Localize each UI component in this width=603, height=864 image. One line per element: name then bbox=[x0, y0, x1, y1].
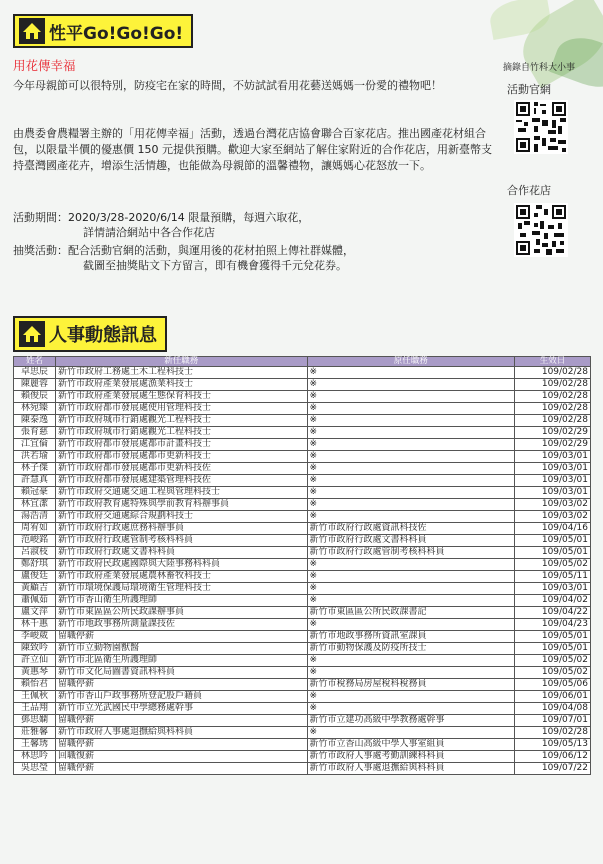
activity-period-detail: 詳情請洽網站中各合作花店 bbox=[83, 226, 215, 239]
cell-new-position: 新竹市政府工務處土木工程科技士 bbox=[55, 367, 307, 379]
cell-old-position: ※ bbox=[307, 415, 515, 427]
cell-old-position: 新竹市政府行政處文書科科員 bbox=[307, 535, 515, 547]
qr-label-official-site: 活動官網 bbox=[507, 83, 551, 96]
cell-effective-date: 109/05/06 bbox=[515, 679, 591, 691]
cell-new-position: 留職停薪 bbox=[55, 631, 307, 643]
cell-old-position: 新竹市立建功高級中學教務處幹事 bbox=[307, 715, 515, 727]
table-row bbox=[14, 367, 591, 379]
table-row bbox=[14, 535, 591, 547]
cell-old-position: ※ bbox=[307, 619, 515, 631]
table-row bbox=[14, 439, 591, 451]
cell-new-position: 新竹市北區衛生所護理師 bbox=[55, 655, 307, 667]
cell-new-position: 新竹市政府都市發展處都市更新科技士 bbox=[55, 451, 307, 463]
cell-old-position: 新竹市政府行政處資訊科技佐 bbox=[307, 523, 515, 535]
cell-name: 林子傑 bbox=[14, 463, 56, 475]
cell-old-position: ※ bbox=[307, 451, 515, 463]
table-row bbox=[14, 499, 591, 511]
cell-old-position: 新竹市稅務局房屋稅科稅務員 bbox=[307, 679, 515, 691]
cell-name: 王佩秋 bbox=[14, 691, 56, 703]
table-row bbox=[14, 751, 591, 763]
cell-new-position: 新竹市政府產業發展處農林畜牧科技士 bbox=[55, 571, 307, 583]
cell-new-position: 新竹市政府都市發展處都市更新科技佐 bbox=[55, 463, 307, 475]
header-effective-date: 生效日 bbox=[515, 357, 591, 367]
cell-effective-date: 109/05/02 bbox=[515, 655, 591, 667]
cell-old-position: ※ bbox=[307, 499, 515, 511]
table-row bbox=[14, 643, 591, 655]
cell-name: 江宜倫 bbox=[14, 439, 56, 451]
cell-new-position: 新竹市政府都市發展處都市計畫科技士 bbox=[55, 439, 307, 451]
lottery-activity-detail: 截圖至抽獎貼文下方留言，即有機會獲得千元兌花券。 bbox=[83, 259, 347, 272]
cell-effective-date: 109/05/11 bbox=[515, 571, 591, 583]
cell-name: 林千惠 bbox=[14, 619, 56, 631]
cell-new-position: 留職停薪 bbox=[55, 763, 307, 775]
cell-old-position: ※ bbox=[307, 571, 515, 583]
cell-old-position: ※ bbox=[307, 427, 515, 439]
cell-new-position: 留職停薪 bbox=[55, 679, 307, 691]
cell-old-position: 新竹市地政事務所資訊室課員 bbox=[307, 631, 515, 643]
cell-name: 洪若瑜 bbox=[14, 451, 56, 463]
cell-name: 許慧真 bbox=[14, 475, 56, 487]
table-row bbox=[14, 607, 591, 619]
cell-old-position: 新竹市動物保護及防疫所技士 bbox=[307, 643, 515, 655]
cell-effective-date: 109/04/02 bbox=[515, 595, 591, 607]
cell-old-position: ※ bbox=[307, 403, 515, 415]
cell-name: 王馨琇 bbox=[14, 739, 56, 751]
table-row bbox=[14, 739, 591, 751]
cell-effective-date: 109/02/29 bbox=[515, 439, 591, 451]
cell-name: 陳泰逸 bbox=[14, 415, 56, 427]
cell-new-position: 新竹市政府交通處交通工程與管理科技士 bbox=[55, 487, 307, 499]
source-note: 摘錄自竹科大小事 bbox=[503, 63, 576, 73]
cell-effective-date: 109/05/02 bbox=[515, 667, 591, 679]
cell-new-position: 新竹市文化局圖書資訊科科員 bbox=[55, 667, 307, 679]
cell-new-position: 新竹市政府交通處綜合規劃科技士 bbox=[55, 511, 307, 523]
table-row bbox=[14, 703, 591, 715]
cell-old-position: ※ bbox=[307, 691, 515, 703]
cell-effective-date: 109/04/23 bbox=[515, 619, 591, 631]
table-row bbox=[14, 415, 591, 427]
cell-name: 盧俊廷 bbox=[14, 571, 56, 583]
header-name: 姓名 bbox=[14, 357, 56, 367]
table-row bbox=[14, 475, 591, 487]
cell-old-position: ※ bbox=[307, 439, 515, 451]
cell-new-position: 留職停薪 bbox=[55, 739, 307, 751]
cell-name: 賴冠豪 bbox=[14, 487, 56, 499]
cell-name: 黃惠琴 bbox=[14, 667, 56, 679]
cell-effective-date: 109/07/01 bbox=[515, 715, 591, 727]
section-banner-gender-equality bbox=[13, 14, 193, 48]
cell-old-position: ※ bbox=[307, 463, 515, 475]
cell-effective-date: 109/03/01 bbox=[515, 463, 591, 475]
table-row bbox=[14, 487, 591, 499]
cell-effective-date: 109/05/01 bbox=[515, 547, 591, 559]
cell-effective-date: 109/02/28 bbox=[515, 727, 591, 739]
cell-effective-date: 109/02/28 bbox=[515, 403, 591, 415]
house-icon bbox=[19, 321, 45, 347]
article-subtitle: 用花傳幸福 bbox=[13, 58, 76, 73]
table-row bbox=[14, 619, 591, 631]
cell-new-position: 新竹市東區區公所民政課辦事員 bbox=[55, 607, 307, 619]
table-row bbox=[14, 667, 591, 679]
cell-effective-date: 109/03/01 bbox=[515, 475, 591, 487]
cell-effective-date: 109/02/29 bbox=[515, 427, 591, 439]
cell-effective-date: 109/04/08 bbox=[515, 703, 591, 715]
table-row bbox=[14, 715, 591, 727]
table-header-row bbox=[14, 357, 591, 367]
cell-effective-date: 109/05/13 bbox=[515, 739, 591, 751]
table-row bbox=[14, 547, 591, 559]
cell-old-position: ※ bbox=[307, 559, 515, 571]
cell-new-position: 新竹市政府產業發展處漁業科技士 bbox=[55, 379, 307, 391]
cell-effective-date: 109/06/01 bbox=[515, 691, 591, 703]
cell-name: 許立仙 bbox=[14, 655, 56, 667]
cell-name: 陳麗蓉 bbox=[14, 379, 56, 391]
cell-old-position: ※ bbox=[307, 511, 515, 523]
cell-new-position: 新竹市政府行政處庶務科辦事員 bbox=[55, 523, 307, 535]
cell-old-position: ※ bbox=[307, 367, 515, 379]
cell-new-position: 新竹市政府教育處特殊與學前教育科辦事員 bbox=[55, 499, 307, 511]
cell-name: 陳致吟 bbox=[14, 643, 56, 655]
section-banner-personnel bbox=[13, 316, 167, 352]
cell-old-position: ※ bbox=[307, 583, 515, 595]
cell-name: 卓思辰 bbox=[14, 367, 56, 379]
personnel-table bbox=[13, 356, 591, 775]
cell-new-position: 新竹市環境保護局環境衛生管理科技士 bbox=[55, 583, 307, 595]
cell-old-position: 新竹市政府行政處管制考核科科員 bbox=[307, 547, 515, 559]
cell-effective-date: 109/03/01 bbox=[515, 487, 591, 499]
table-row bbox=[14, 463, 591, 475]
qr-code-icon[interactable] bbox=[514, 100, 568, 154]
cell-new-position: 回職復薪 bbox=[55, 751, 307, 763]
cell-effective-date: 109/06/12 bbox=[515, 751, 591, 763]
cell-new-position: 新竹市香山戶政事務所登記股戶籍員 bbox=[55, 691, 307, 703]
cell-name: 莊雅馨 bbox=[14, 727, 56, 739]
cell-new-position: 新竹市香山衛生所護理師 bbox=[55, 595, 307, 607]
qr-label-partner-shops: 合作花店 bbox=[507, 184, 551, 197]
cell-name: 呂淑枝 bbox=[14, 547, 56, 559]
header-old-position: 原任職務 bbox=[307, 357, 515, 367]
cell-old-position: ※ bbox=[307, 391, 515, 403]
cell-name: 湯浩清 bbox=[14, 511, 56, 523]
table-row bbox=[14, 427, 591, 439]
cell-effective-date: 109/07/22 bbox=[515, 763, 591, 775]
cell-name: 林宜潔 bbox=[14, 499, 56, 511]
cell-new-position: 留職停薪 bbox=[55, 715, 307, 727]
section-title: 性平Go!Go!Go! bbox=[49, 23, 184, 44]
table-row bbox=[14, 511, 591, 523]
cell-effective-date: 109/03/02 bbox=[515, 499, 591, 511]
table-row bbox=[14, 763, 591, 775]
table-row bbox=[14, 451, 591, 463]
cell-old-position: ※ bbox=[307, 655, 515, 667]
cell-name: 鄭舒琪 bbox=[14, 559, 56, 571]
table-row bbox=[14, 523, 591, 535]
table-row bbox=[14, 571, 591, 583]
cell-old-position: 新竹市政府人事處退撫給與科科員 bbox=[307, 763, 515, 775]
cell-name: 賴俊辰 bbox=[14, 391, 56, 403]
cell-name: 蕭佩茹 bbox=[14, 595, 56, 607]
cell-effective-date: 109/03/01 bbox=[515, 451, 591, 463]
cell-new-position: 新竹市政府產業發展處生態保育科技士 bbox=[55, 391, 307, 403]
table-row bbox=[14, 583, 591, 595]
cell-new-position: 新竹市政府民政處國際與大陸事務科科員 bbox=[55, 559, 307, 571]
cell-effective-date: 109/03/01 bbox=[515, 583, 591, 595]
cell-effective-date: 109/04/22 bbox=[515, 607, 591, 619]
cell-name: 吳思瑩 bbox=[14, 763, 56, 775]
cell-old-position: ※ bbox=[307, 379, 515, 391]
cell-name: 李峻葳 bbox=[14, 631, 56, 643]
cell-effective-date: 109/03/02 bbox=[515, 511, 591, 523]
article-paragraph: 今年母親節可以很特別，防疫宅在家的時間，不妨試試看用花藝送媽媽一份愛的禮物吧！ bbox=[13, 79, 442, 92]
cell-name: 林宛臻 bbox=[14, 403, 56, 415]
cell-name: 王品翔 bbox=[14, 703, 56, 715]
cell-effective-date: 109/04/16 bbox=[515, 523, 591, 535]
cell-old-position: 新竹市東區區公所民政課書記 bbox=[307, 607, 515, 619]
table-row bbox=[14, 559, 591, 571]
cell-effective-date: 109/02/28 bbox=[515, 391, 591, 403]
cell-effective-date: 109/02/28 bbox=[515, 379, 591, 391]
cell-new-position: 新竹市政府城市行銷處觀光工程科技士 bbox=[55, 427, 307, 439]
cell-new-position: 新竹市政府人事處退撫給與科科員 bbox=[55, 727, 307, 739]
cell-new-position: 新竹市政府行政處文書科科員 bbox=[55, 547, 307, 559]
cell-new-position: 新竹市政府都市發展處使用管理科技士 bbox=[55, 403, 307, 415]
article-paragraph: 由農委會農糧署主辦的「用花傳幸福」活動，透過台灣花店協會聯合百家花店。推出國產花材組合包，以限量半價的優惠價 150 元提供預購。歡迎大家至網站了解住家附近的合作花店，用新臺幣支持臺灣國產花卉，增添生活情趣，也能做為母親節的溫馨禮物，讓媽媽心花怒放一下。 bbox=[13, 127, 492, 172]
cell-name: 張育慈 bbox=[14, 427, 56, 439]
lottery-activity: 抽獎活動：配合活動官網的活動，與運用後的花材拍照上傳社群媒體， bbox=[13, 244, 354, 257]
cell-effective-date: 109/05/01 bbox=[515, 535, 591, 547]
cell-new-position: 新竹市立動物園獸醫 bbox=[55, 643, 307, 655]
header-new-position: 新任職務 bbox=[55, 357, 307, 367]
cell-old-position: 新竹市政府人事處考勤訓練科科員 bbox=[307, 751, 515, 763]
cell-old-position: ※ bbox=[307, 487, 515, 499]
table-row bbox=[14, 403, 591, 415]
table-row bbox=[14, 679, 591, 691]
house-icon bbox=[19, 18, 45, 44]
table-row bbox=[14, 379, 591, 391]
cell-old-position: ※ bbox=[307, 727, 515, 739]
cell-name: 黃顧吉 bbox=[14, 583, 56, 595]
qr-code-icon[interactable] bbox=[514, 203, 568, 257]
cell-effective-date: 109/02/28 bbox=[515, 415, 591, 427]
cell-old-position: ※ bbox=[307, 595, 515, 607]
cell-old-position: ※ bbox=[307, 703, 515, 715]
cell-name: 范峻銘 bbox=[14, 535, 56, 547]
cell-effective-date: 109/05/01 bbox=[515, 631, 591, 643]
cell-name: 盧文萍 bbox=[14, 607, 56, 619]
activity-period: 活動期間：2020/3/28-2020/6/14 限量預購，每週六取花， bbox=[13, 211, 310, 224]
cell-effective-date: 109/05/02 bbox=[515, 559, 591, 571]
cell-old-position: ※ bbox=[307, 667, 515, 679]
cell-effective-date: 109/02/28 bbox=[515, 367, 591, 379]
cell-old-position: 新竹市立香山高級中學人事室組員 bbox=[307, 739, 515, 751]
table-row bbox=[14, 727, 591, 739]
cell-name: 林思吟 bbox=[14, 751, 56, 763]
cell-name: 周宥如 bbox=[14, 523, 56, 535]
cell-name: 鄧思嫻 bbox=[14, 715, 56, 727]
cell-name: 賴怡君 bbox=[14, 679, 56, 691]
cell-old-position: ※ bbox=[307, 475, 515, 487]
cell-effective-date: 109/05/01 bbox=[515, 643, 591, 655]
cell-new-position: 新竹市政府城市行銷處觀光工程科技士 bbox=[55, 415, 307, 427]
section-title: 人事動態訊息 bbox=[49, 325, 157, 346]
cell-new-position: 新竹市地政事務所測量課技佐 bbox=[55, 619, 307, 631]
table-row bbox=[14, 595, 591, 607]
cell-new-position: 新竹市立光武國民中學總務處幹事 bbox=[55, 703, 307, 715]
table-row bbox=[14, 691, 591, 703]
table-row bbox=[14, 655, 591, 667]
table-row bbox=[14, 391, 591, 403]
cell-new-position: 新竹市政府都市發展處建築管理科技佐 bbox=[55, 475, 307, 487]
table-row bbox=[14, 631, 591, 643]
cell-new-position: 新竹市政府行政處管制考核科科員 bbox=[55, 535, 307, 547]
